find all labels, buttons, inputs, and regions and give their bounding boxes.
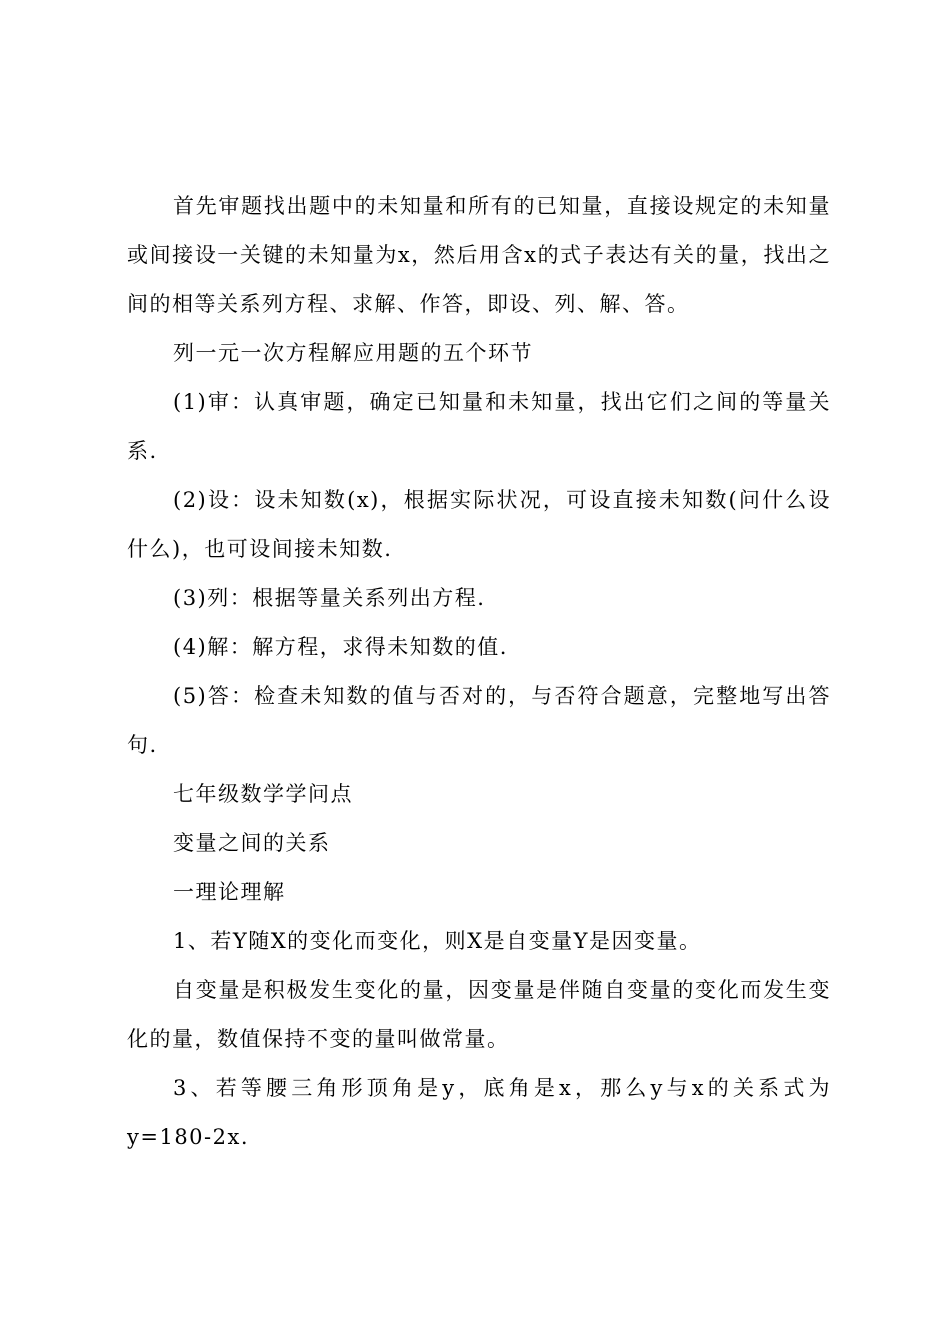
paragraph-point-3: 3、若等腰三角形顶角是y，底角是x，那么y与x的关系式为y=180-2x. [127,1076,831,1149]
paragraph-variable-definitions: 自变量是积极发生变化的量，因变量是伴随自变量的变化而发生变化的量，数值保持不变的量叫做常量。 [127,978,831,1051]
paragraph-step-review: (1)审：认真审题，确定已知量和未知量，找出它们之间的等量关系. [127,390,831,463]
paragraph-step-answer: (5)答：检查未知数的值与否对的，与否符合题意，完整地写出答句. [127,684,831,757]
heading-variable-relations: 变量之间的关系 [173,831,331,855]
heading-grade7-math: 七年级数学学问点 [173,782,353,806]
paragraph-step-set: (2)设：设未知数(x)，根据实际状况，可设直接未知数(问什么设什么)，也可设间接未知数. [127,488,831,561]
paragraph-point-1: 1、若Y随X的变化而变化，则X是自变量Y是因变量。 [173,929,702,953]
heading-five-steps: 列一元一次方程解应用题的五个环节 [173,341,533,365]
paragraph-problem-solving-steps: 首先审题找出题中的未知量和所有的已知量，直接设规定的未知量或间接设一关键的未知量为x，然后用含x的式子表达有关的量，找出之间的相等关系列方程、求解、作答，即设、列、解、答。 [127,194,831,316]
heading-theory: 一理论理解 [173,880,286,904]
paragraph-step-list: (3)列：根据等量关系列出方程. [173,586,486,610]
paragraph-step-solve: (4)解：解方程，求得未知数的值. [173,635,508,659]
